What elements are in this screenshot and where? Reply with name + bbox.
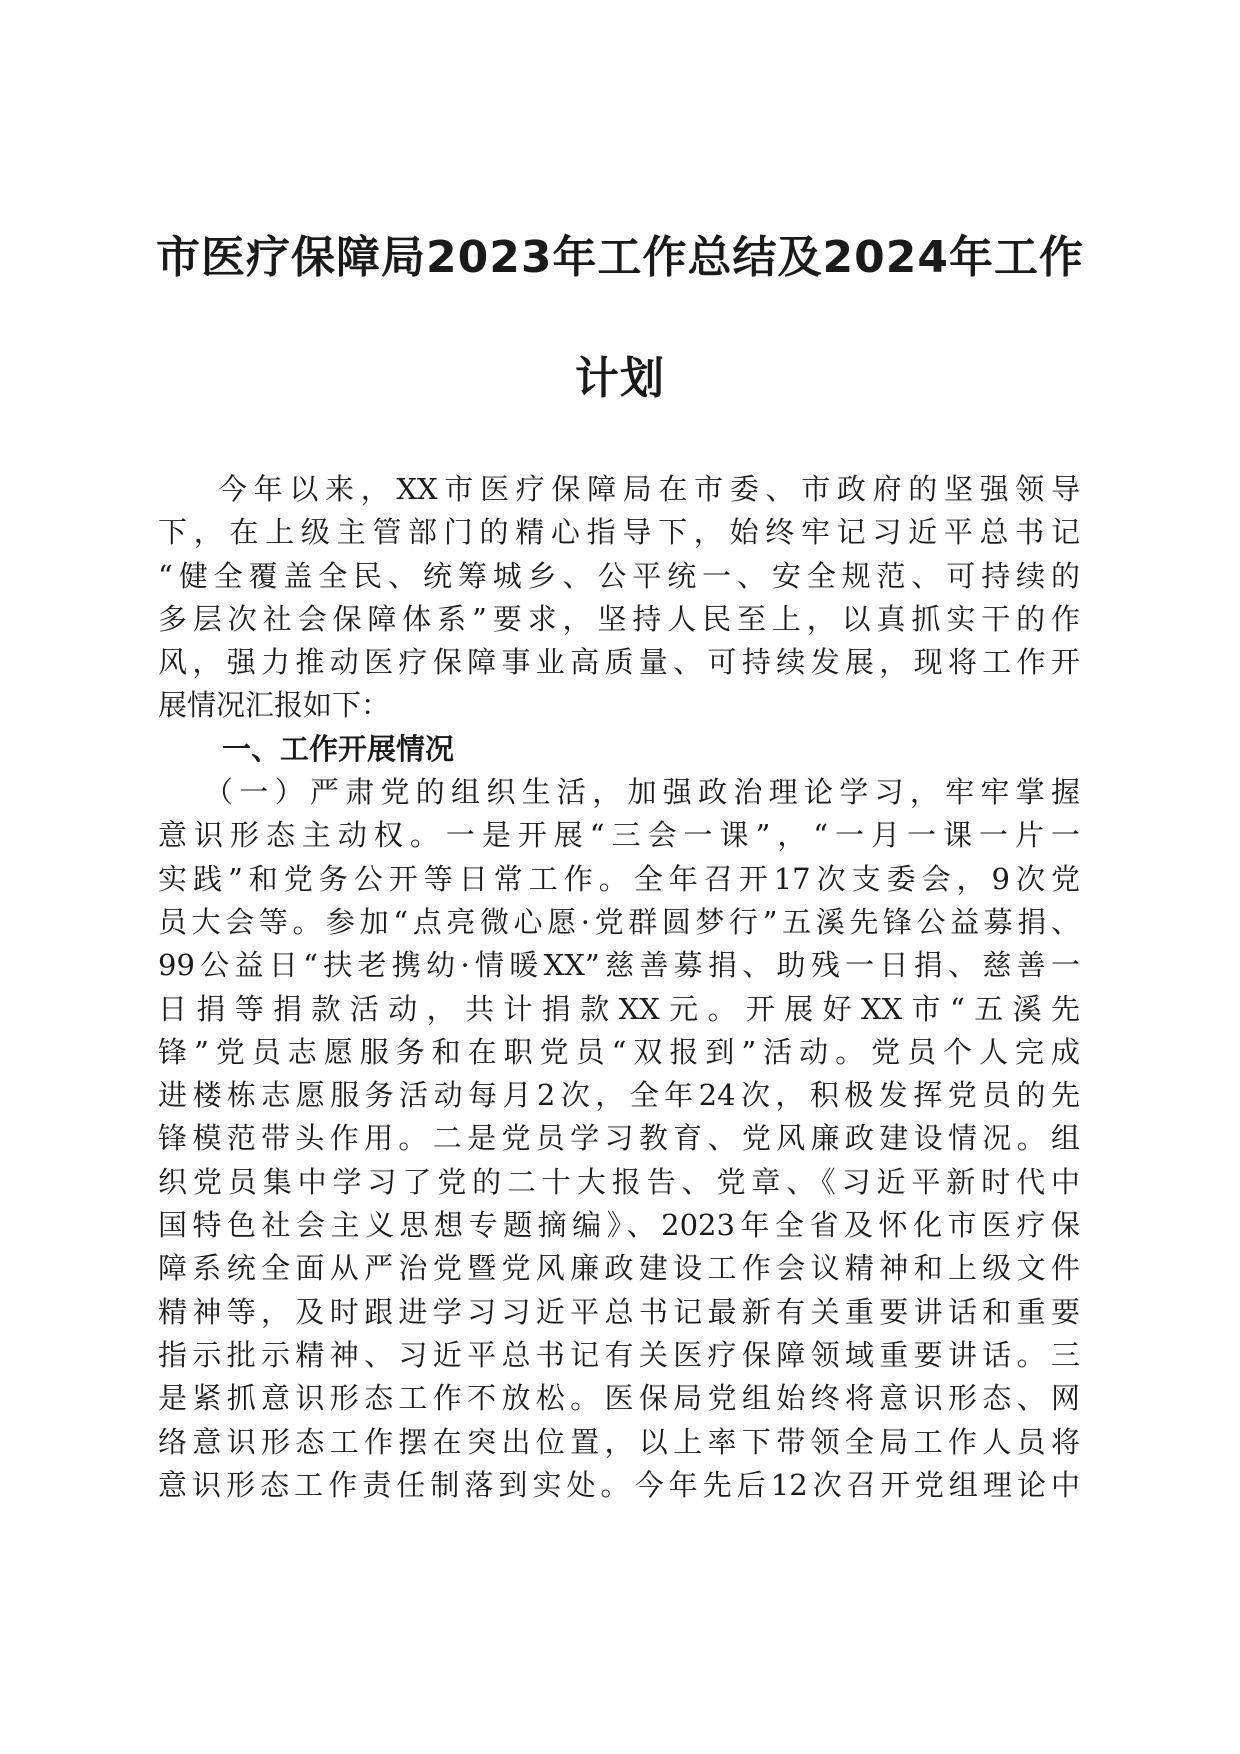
intro-line: 今年以来，XX市医疗保障局在市委、市政府的坚强领导 [218, 472, 1080, 506]
body-line: 是紧抓意识形态工作不放松。医保局党组始终将意识形态、网 [158, 1381, 1080, 1416]
section-heading: 一、工作开展情况 [222, 731, 455, 766]
body-line: 织党员集中学习了党的二十大报告、党章、《习近平新时代中 [158, 1164, 1080, 1199]
body-line: 意识形态工作责任制落到实处。今年先后12次召开党组理论中 [158, 1467, 1080, 1502]
intro-line: “健全覆盖全民、统筹城乡、公平统一、安全规范、可持续的 [158, 558, 1080, 593]
body-line: （一）严肃党的组织生活，加强政治理论学习，牢牢掌握 [204, 775, 1080, 810]
document-title-line-1: 市医疗保障局2023年工作总结及2024年工作 [156, 232, 1084, 283]
body-line: 进楼栋志愿服务活动每月2次，全年24次，积极发挥党员的先 [158, 1078, 1080, 1113]
body-line: 日捐等捐款活动，共计捐款XX元。开展好XX市“五溪先 [158, 991, 1080, 1026]
body-line: 99公益日“扶老携幼·情暖XX”慈善募捐、助残一日捐、慈善一 [158, 948, 1080, 983]
body-line: 指示批示精神、习近平总书记有关医疗保障领域重要讲话。三 [158, 1337, 1080, 1372]
intro-line: 多层次社会保障体系”要求，坚持人民至上，以真抓实干的作 [158, 601, 1080, 636]
body-line: 员大会等。参加“点亮微心愿·党群圆梦行”五溪先锋公益募捐、 [158, 904, 1080, 939]
intro-line: 风，强力推动医疗保障事业高质量、可持续发展，现将工作开 [158, 645, 1080, 680]
body-line: 国特色社会主义思想专题摘编》、2023年全省及怀化市医疗保 [158, 1208, 1080, 1243]
body-line: 障系统全面从严治党暨党风廉政建设工作会议精神和上级文件 [158, 1251, 1080, 1286]
body-line: 络意识形态工作摆在突出位置，以上率下带领全局工作人员将 [158, 1424, 1080, 1459]
document-title-line-2: 计划 [575, 353, 665, 404]
document-body [158, 468, 1080, 1507]
body-line: 精神等，及时跟进学习习近平总书记最新有关重要讲话和重要 [158, 1294, 1080, 1329]
body-line: 锋模范带头作用。二是党员学习教育、党风廉政建设情况。组 [158, 1121, 1080, 1156]
intro-line: 展情况汇报如下： [158, 688, 391, 723]
body-line: 实践”和党务公开等日常工作。全年召开17次支委会，9次党 [158, 861, 1080, 896]
body-line: 锋”党员志愿服务和在职党员“双报到”活动。党员个人完成 [158, 1034, 1080, 1069]
body-line: 意识形态主动权。一是开展“三会一课”，“一月一课一片一 [158, 818, 1080, 853]
intro-line: 下，在上级主管部门的精心指导下，始终牢记习近平总书记 [158, 515, 1080, 550]
